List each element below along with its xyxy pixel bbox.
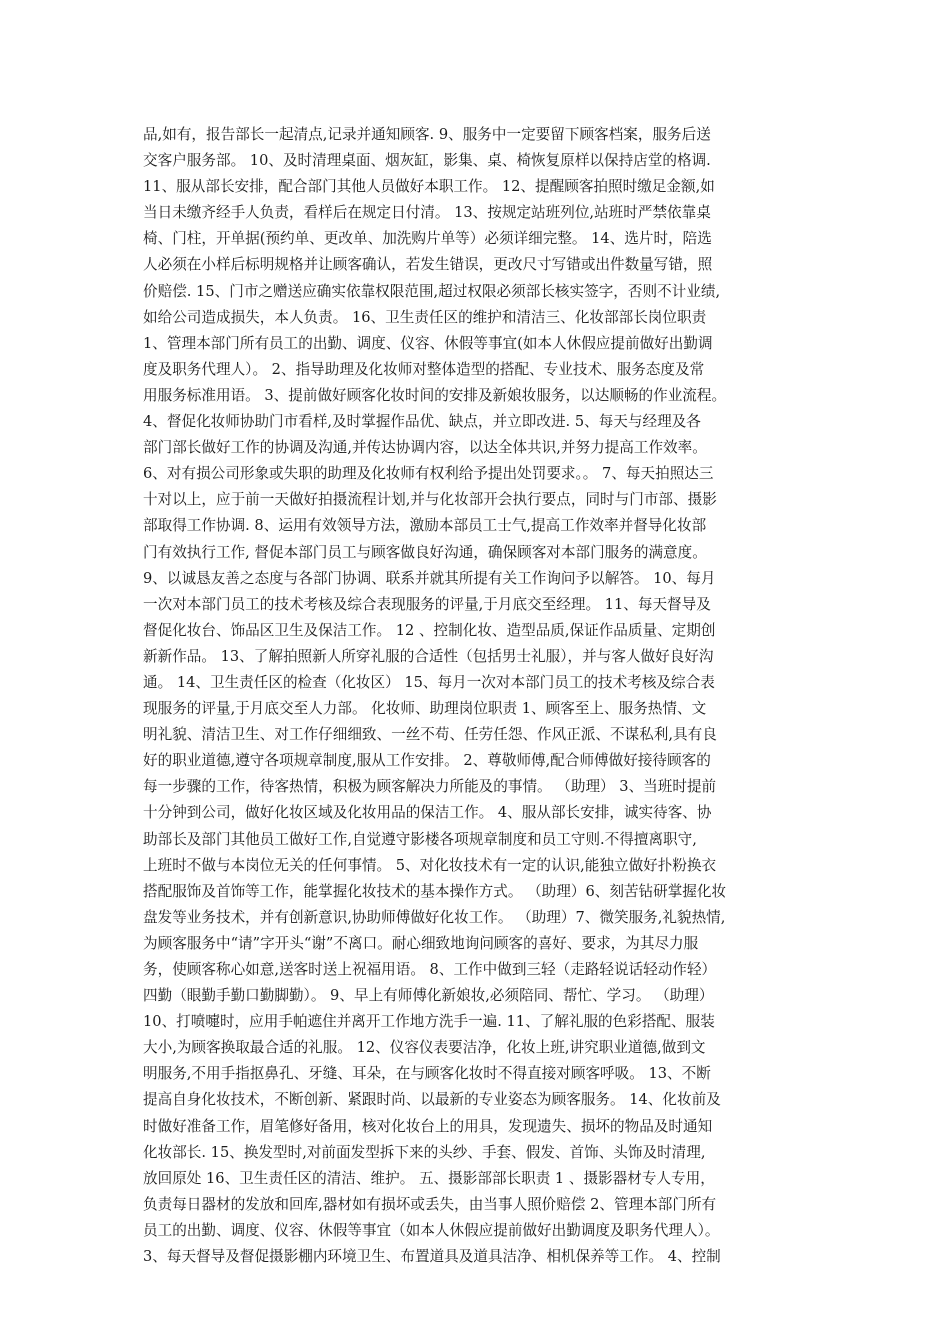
text-line: 3、每天督导及督促摄影棚内环境卫生、布置道具及道具洁净、相机保养等工作。 4、控制 <box>143 1248 721 1266</box>
text-line: 交客户服务部。 10、及时清理桌面、烟灰缸，影集、桌、椅恢复原样以保持店堂的格调. <box>143 152 711 170</box>
text-line: 4、督促化妆师协助门市看样,及时掌握作品优、缺点，并立即改进. 5、每天与经理及各 <box>143 413 701 431</box>
text-line: 化妆部长. 15、换发型时,对前面发型拆下来的头纱、手套、假发、首饰、头饰及时清理, <box>143 1143 706 1161</box>
text-line: 四勤（眼勤手勤口勤脚勤）。 9、早上有师傅化新娘妆,必须陪同、帮忙、学习。 （助理） <box>143 987 714 1005</box>
text-line: 6、对有损公司形象或失职的助理及化妆师有权利给予提出处罚要求。。 7、每天拍照达三 <box>143 465 714 483</box>
text-line: 搭配服饰及首饰等工作，能掌握化妆技术的基本操作方式。 （助理）6、刻苦钻研掌握化妆 <box>143 882 727 900</box>
text-line: 椅、门柱，开单据(预约单、更改单、加洗购片单等）必须详细完整。 14、选片时，陪选 <box>143 230 712 248</box>
text-line: 放回原处 16、卫生责任区的清洁、维护。 五、摄影部部长职责 1 、摄影器材专人专用， <box>143 1169 715 1187</box>
text-line: 部取得工作协调. 8、运用有效领导方法，激励本部员工士气,提高工作效率并督导化妆部 <box>143 517 707 535</box>
text-line: 督促化妆台、饰品区卫生及保洁工作。 12 、控制化妆、造型品质,保证作品质量、定期创 <box>143 621 716 639</box>
text-line: 上班时不做与本岗位无关的任何事情。 5、对化妆技术有一定的认识,能独立做好扑粉换衣 <box>143 856 717 874</box>
text-line: 明服务,不用手指抠鼻孔、牙缝、耳朵，在与顾客化妆时不得直接对顾客呼吸。 13、不断 <box>143 1065 711 1083</box>
text-line: 如给公司造成损失，本人负责。 16、卫生责任区的维护和清洁三、化妆部部长岗位职责 <box>143 308 707 326</box>
text-line: 门有效执行工作, 督促本部门员工与顾客做良好沟通，确保顾客对本部门服务的满意度。 <box>143 543 707 561</box>
text-line: 明礼貌、清洁卫生、对工作仔细细致、一丝不苟、任劳任怨、作风正派、不谋私利,具有良 <box>143 726 717 744</box>
text-line: 助部长及部门其他员工做好工作,自觉遵守影楼各项规章制度和员工守则.不得擅离职守, <box>143 830 697 848</box>
text-line: 务，使顾客称心如意,送客时送上祝福用语。 8、工作中做到三轻（走路轻说话轻动作轻） <box>143 961 717 978</box>
text-line: 员工的出勤、调度、仪容、休假等事宜（如本人休假应提前做好出勤调度及职务代理人）。 <box>143 1221 720 1239</box>
text-line: 10、打喷嚏时，应用手帕遮住并离开工作地方洗手一遍. 11、了解礼服的色彩搭配、服装 <box>143 1013 715 1031</box>
text-line: 11、服从部长安排，配合部门其他人员做好本职工作。 12、提醒顾客拍照时缴足金额,如 <box>143 178 715 196</box>
text-line: 提高自身化妆技术，不断创新、紧跟时尚、以最新的专业姿态为顾客服务。 14、化妆前及 <box>143 1091 721 1109</box>
text-line: 十分钟到公司，做好化妆区域及化妆用品的保洁工作。 4、服从部长安排，诚实待客、协 <box>143 804 712 822</box>
text-line: 为顾客服务中“请”字开头“谢”不离口。耐心细致地询问顾客的喜好、要求，为其尽力服 <box>143 934 699 952</box>
text-line: 大小,为顾客换取最合适的礼服。 12、仪容仪表要洁净，化妆上班,讲究职业道德,做到文 <box>143 1039 706 1057</box>
text-line: 十对以上，应于前一天做好拍摄流程计划,并与化妆部开会执行要点，同时与门市部、摄影 <box>143 491 717 509</box>
text-line: 1、管理本部门所有员工的出勤、调度、仪容、休假等事宜(如本人休假应提前做好出勤调 <box>143 334 713 352</box>
text-line: 一次对本部门员工的技术考核及综合表现服务的评量,于月底交至经理。 11、每天督导及 <box>143 595 711 613</box>
text-line: 现服务的评量,于月底交至人力部。 化妆师、助理岗位职责 1、顾客至上、服务热情、文 <box>143 700 707 718</box>
text-line: 9、以诚恳友善之态度与各部门协调、联系并就其所提有关工作询问予以解答。 10、每月 <box>143 569 716 587</box>
text-line: 人必须在小样后标明规格并让顾客确认，若发生错误，更改尺寸写错或出件数量写错，照 <box>143 256 713 274</box>
text-line: 负责每日器材的发放和回库,器材如有损坏或丢失，由当事人照价赔偿 2、管理本部门所有 <box>143 1195 717 1213</box>
text-line: 通。 14、卫生责任区的检查（化妆区） 15、每月一次对本部门员工的技术考核及综合表 <box>143 673 715 691</box>
body-text <box>143 122 815 1270</box>
text-line: 度及职务代理人）。 2、指导助理及化妆师对整体造型的搭配、专业技术、服务态度及常 <box>143 360 705 378</box>
text-line: 盘发等业务技术，并有创新意识,协助师傅做好化妆工作。 （助理）7、微笑服务,礼貌热情, <box>143 908 726 926</box>
text-line: 时做好准备工作，眉笔修好备用，核对化妆台上的用具，发现遗失、损坏的物品及时通知 <box>143 1117 713 1135</box>
text-line: 部门部长做好工作的协调及沟通,并传达协调内容，以达全体共识,并努力提高工作效率。 <box>143 439 707 457</box>
text-line: 好的职业道德,遵守各项规章制度,服从工作安排。 2、尊敬师傅,配合师傅做好接待顾客的 <box>143 752 711 770</box>
text-line: 每一步骤的工作，待客热情，积极为顾客解决力所能及的事情。 （助理） 3、当班时提前 <box>143 778 717 796</box>
text-line: 用服务标准用语。 3、提前做好顾客化妆时间的安排及新娘妆服务，以达顺畅的作业流程。 <box>143 386 727 404</box>
text-line: 价赔偿. 15、门市之赠送应确实依靠权限范围,超过权限必须部长核实签字，否则不计业绩, <box>143 282 721 300</box>
text-line: 新新作品。 13、了解拍照新人所穿礼服的合适性（包括男士礼服），并与客人做好良好沟 <box>143 647 714 665</box>
text-line: 当日未缴齐经手人负责，看样后在规定日付清。 13、按规定站班列位,站班时严禁依靠桌 <box>143 204 711 222</box>
text-line: 品,如有，报告部长一起清点,记录并通知顾客. 9、服务中一定要留下顾客档案，服务后送 <box>143 126 711 143</box>
